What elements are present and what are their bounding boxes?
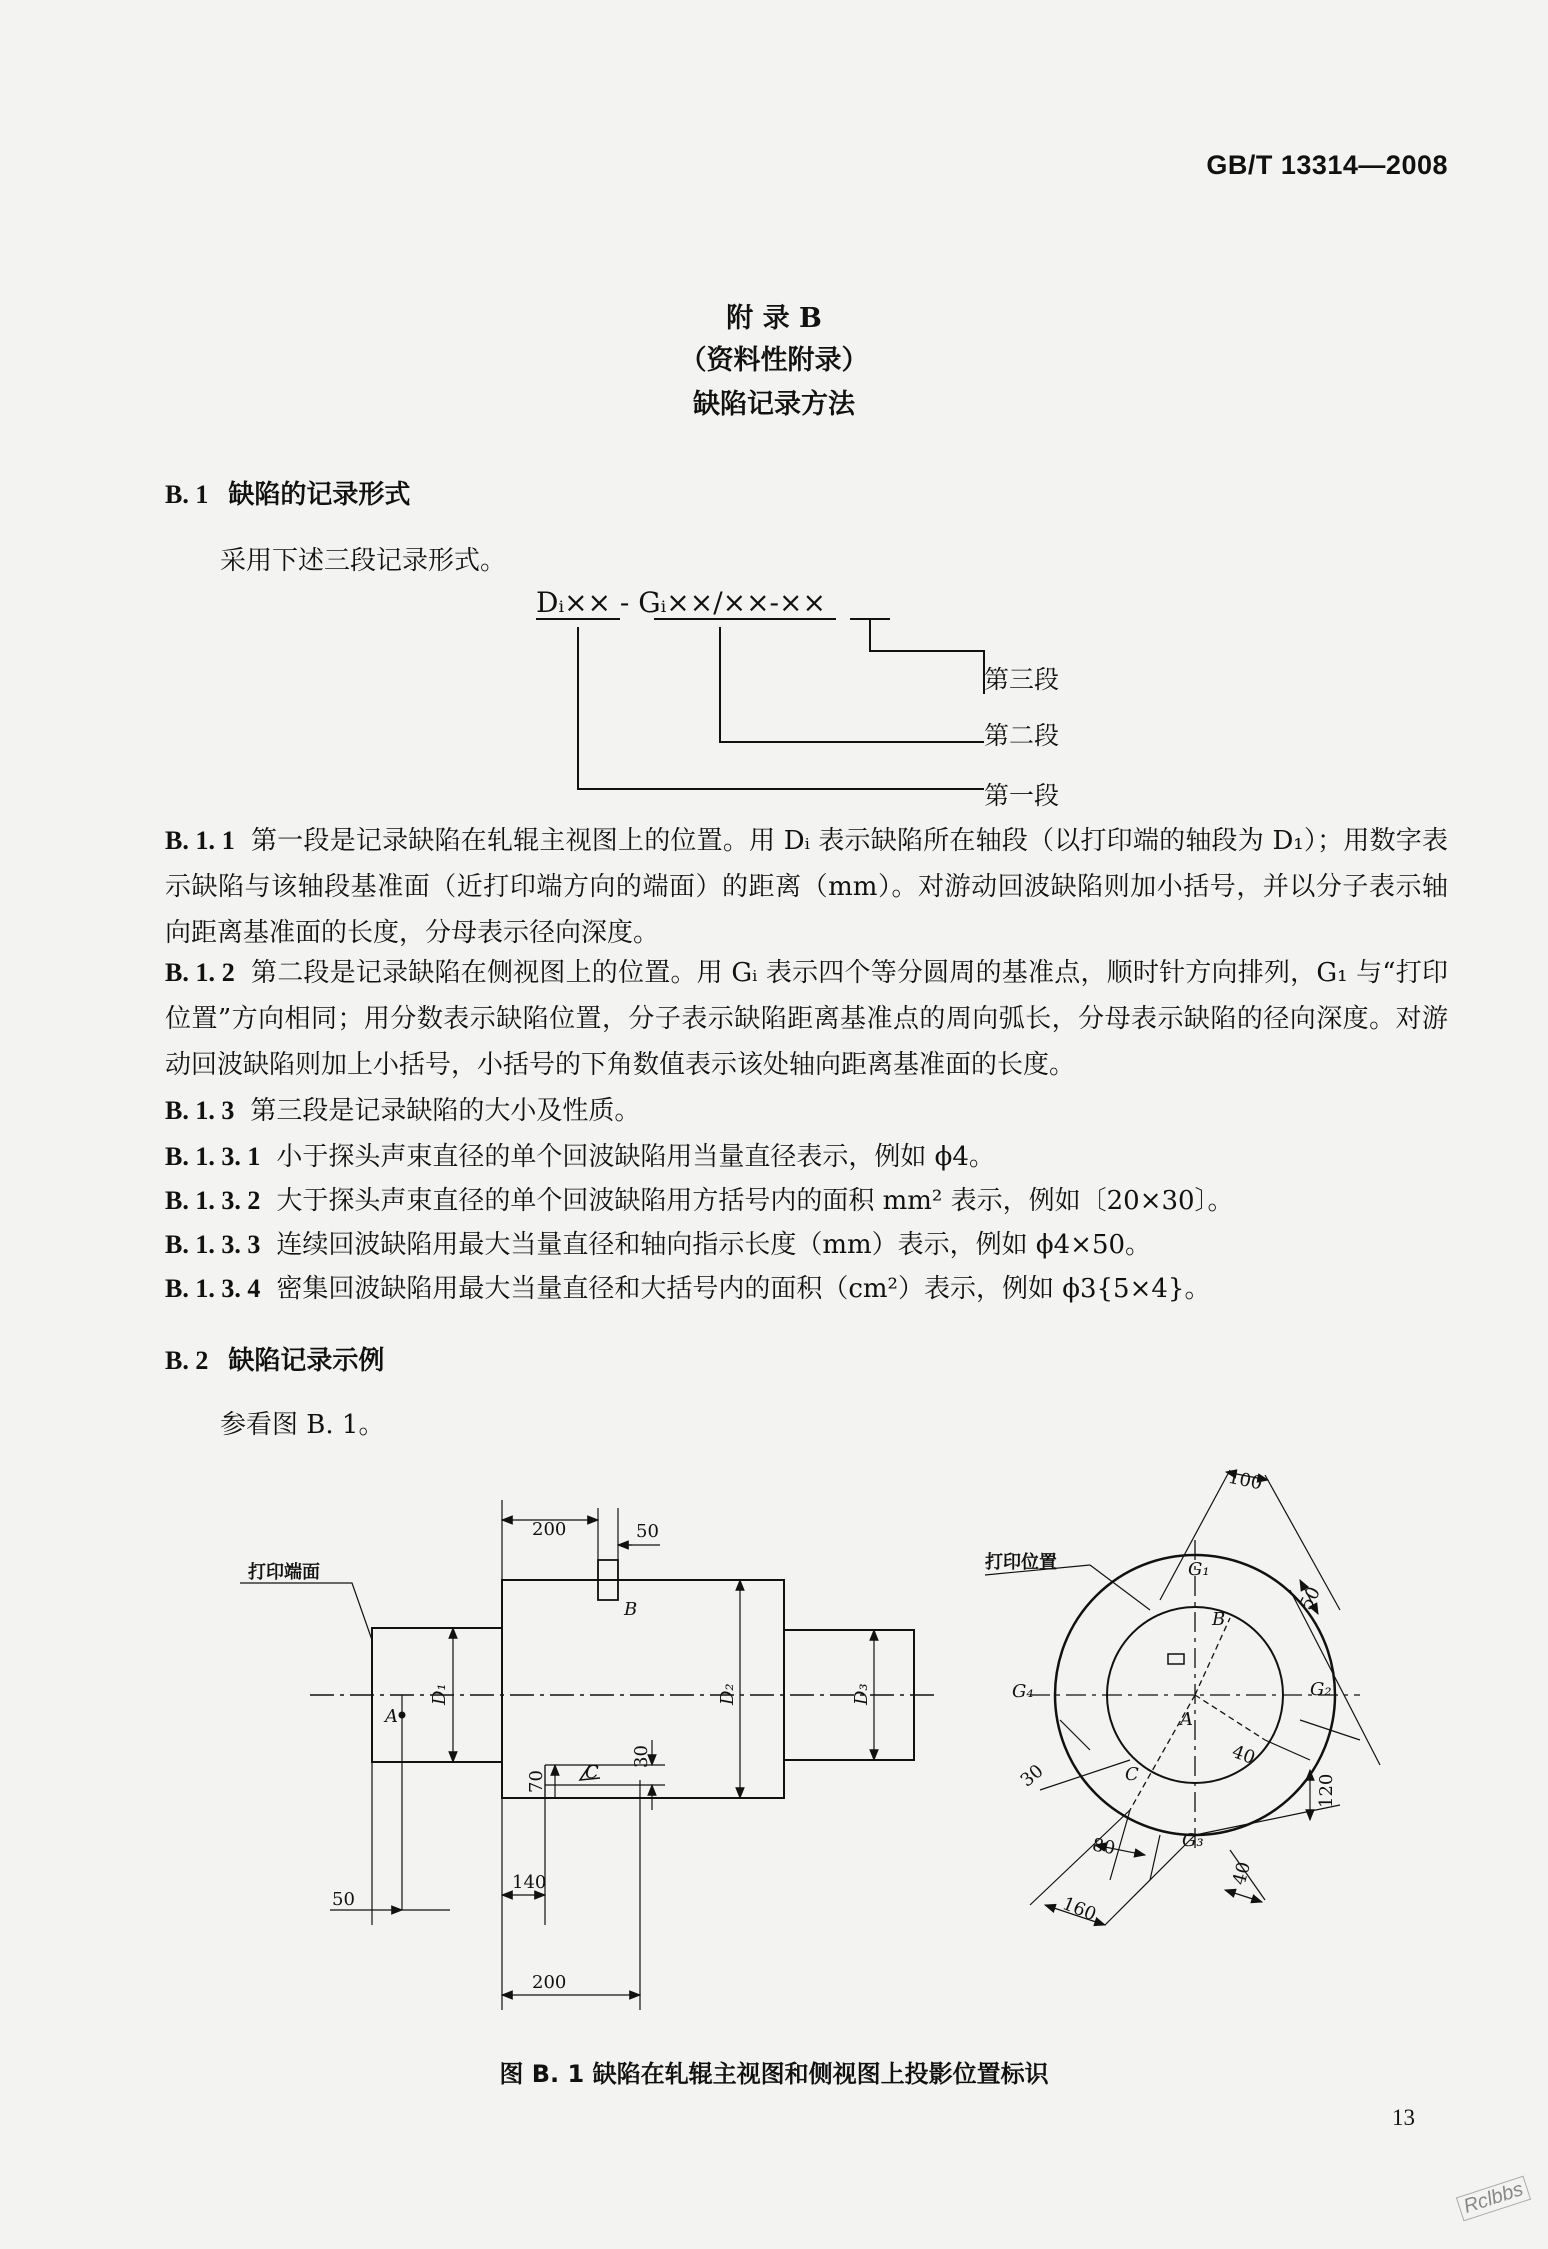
dim-100: 100 xyxy=(1226,1466,1265,1495)
label-d2: D₂ xyxy=(717,1683,738,1705)
label-g4: G₄ xyxy=(1012,1681,1034,1702)
appendix-type: （资料性附录） xyxy=(679,345,869,376)
label-g1: G₁ xyxy=(1188,1559,1210,1580)
clause-b133 xyxy=(165,1224,1151,1261)
b2-ref: 参看图 B. 1。 xyxy=(220,1410,385,1440)
label-b: B xyxy=(624,1599,638,1620)
format-leader-lines xyxy=(0,0,1548,820)
label-d1: D₁ xyxy=(429,1683,450,1705)
clause-b11 xyxy=(165,818,1448,956)
dim-80: 80 xyxy=(1090,1834,1117,1860)
label-d3: D₃ xyxy=(851,1683,872,1705)
clause-text: 第一段是记录缺陷在轧辊主视图上的位置。用 Dᵢ 表示缺陷所在轴段（以打印端的轴段为 D₁）；用数字表示缺陷与该轴段基准面（近打印端方向的端面）的距离（mm）。对游动回波缺陷则加小括号，并以分子表示轴向距离基准面的长度，分母表示径向深度。 xyxy=(165,826,1449,948)
clause-number: B. 1. 3. 2 xyxy=(165,1186,261,1215)
segment-2-label: 第二段 xyxy=(984,721,1060,750)
section-b2-heading xyxy=(165,1340,384,1377)
label-side-c: C xyxy=(1125,1764,1139,1785)
dim-50-top: 50 xyxy=(636,1521,659,1542)
label-g2: G₂ xyxy=(1310,1679,1332,1700)
front-view xyxy=(240,1500,940,2010)
dim-70: 70 xyxy=(526,1770,547,1793)
watermark-stamp: Rclbbs xyxy=(1456,2176,1531,2222)
clause-number: B. 1. 3. 4 xyxy=(165,1274,261,1303)
section-title: 缺陷记录示例 xyxy=(228,1346,385,1376)
dim-50-left: 50 xyxy=(332,1889,355,1910)
label-print-end: 打印端面 xyxy=(248,1562,320,1583)
clause-text: 密集回波缺陷用最大当量直径和大括号内的面积（cm²）表示，例如 ϕ3{5×4}。 xyxy=(276,1274,1211,1304)
label-print-position: 打印位置 xyxy=(985,1552,1057,1573)
dim-160: 160 xyxy=(1059,1893,1100,1926)
section-number: B. 1 xyxy=(165,480,209,509)
dim-120: 120 xyxy=(1316,1773,1337,1808)
label-c: C xyxy=(585,1762,599,1783)
record-format: Dᵢ×× - Gᵢ××/××-×× xyxy=(536,586,826,619)
clause-b134 xyxy=(165,1268,1210,1305)
clause-number: B. 1. 3 xyxy=(165,1096,235,1125)
defect-a-point xyxy=(400,1713,405,1718)
dim-40-a: 40 xyxy=(1229,1741,1258,1769)
label-g3: G₃ xyxy=(1182,1830,1204,1851)
label-side-b: B xyxy=(1212,1609,1226,1630)
clause-text: 第三段是记录缺陷的大小及性质。 xyxy=(250,1096,641,1126)
b1-intro: 采用下述三段记录形式。 xyxy=(220,546,507,576)
print-mark xyxy=(1168,1654,1184,1664)
clause-text: 小于探头声束直径的单个回波缺陷用当量直径表示，例如 ϕ4。 xyxy=(276,1142,995,1172)
standard-number: GB/T 13314—2008 xyxy=(1206,150,1448,180)
clause-b132 xyxy=(165,1180,1234,1217)
side-view-labels xyxy=(985,1467,1337,1926)
clause-b13 xyxy=(165,1090,640,1127)
figure-caption: 图 B. 1 缺陷在轧辊主视图和侧视图上投影位置标识 xyxy=(499,2060,1049,2088)
dim-200-bottom: 200 xyxy=(532,1972,567,1993)
section-number: B. 2 xyxy=(165,1346,209,1375)
dim-30: 30 xyxy=(631,1745,652,1768)
segment-3-label: 第三段 xyxy=(984,665,1060,694)
clause-number: B. 1. 3. 3 xyxy=(165,1230,261,1259)
clause-number: B. 1. 1 xyxy=(165,826,235,855)
dim-30-side: 30 xyxy=(1016,1760,1048,1792)
front-view-labels xyxy=(248,1519,872,1993)
appendix-title: 附 录 B xyxy=(726,303,822,334)
segment-1-label: 第一段 xyxy=(984,781,1060,810)
clause-b131 xyxy=(165,1136,995,1173)
dim-140: 140 xyxy=(512,1872,547,1893)
label-side-a: A xyxy=(1180,1709,1193,1730)
figure-b1 xyxy=(0,1440,1548,2040)
appendix-subtitle: 缺陷记录方法 xyxy=(693,389,855,420)
clause-number: B. 1. 3. 1 xyxy=(165,1142,261,1171)
label-a: A xyxy=(385,1706,398,1727)
dim-40-b: 40 xyxy=(1228,1859,1255,1888)
clause-text: 第二段是记录缺陷在侧视图上的位置。用 Gᵢ 表示四个等分圆周的基准点，顺时针方向排列，G₁ 与“打印位置”方向相同；用分数表示缺陷位置，分子表示缺陷距离基准点的周向弧长，分母表示缺陷的径向深度。对游动回波缺陷则加上小括号，小括号的下角数值表示该处轴向距离基准面的长度。 xyxy=(165,958,1449,1080)
page-number: 13 xyxy=(1392,2105,1415,2130)
dim-200-top: 200 xyxy=(532,1519,567,1540)
clause-text: 连续回波缺陷用最大当量直径和轴向指示长度（mm）表示，例如 ϕ4×50。 xyxy=(276,1230,1152,1260)
clause-number: B. 1. 2 xyxy=(165,958,235,987)
dim-50-side: 50 xyxy=(1295,1583,1325,1614)
section-title: 缺陷的记录形式 xyxy=(228,480,411,510)
clause-b12 xyxy=(165,950,1448,1088)
clause-text: 大于探头声束直径的单个回波缺陷用方括号内的面积 mm² 表示，例如〔20×30〕。 xyxy=(276,1186,1234,1216)
